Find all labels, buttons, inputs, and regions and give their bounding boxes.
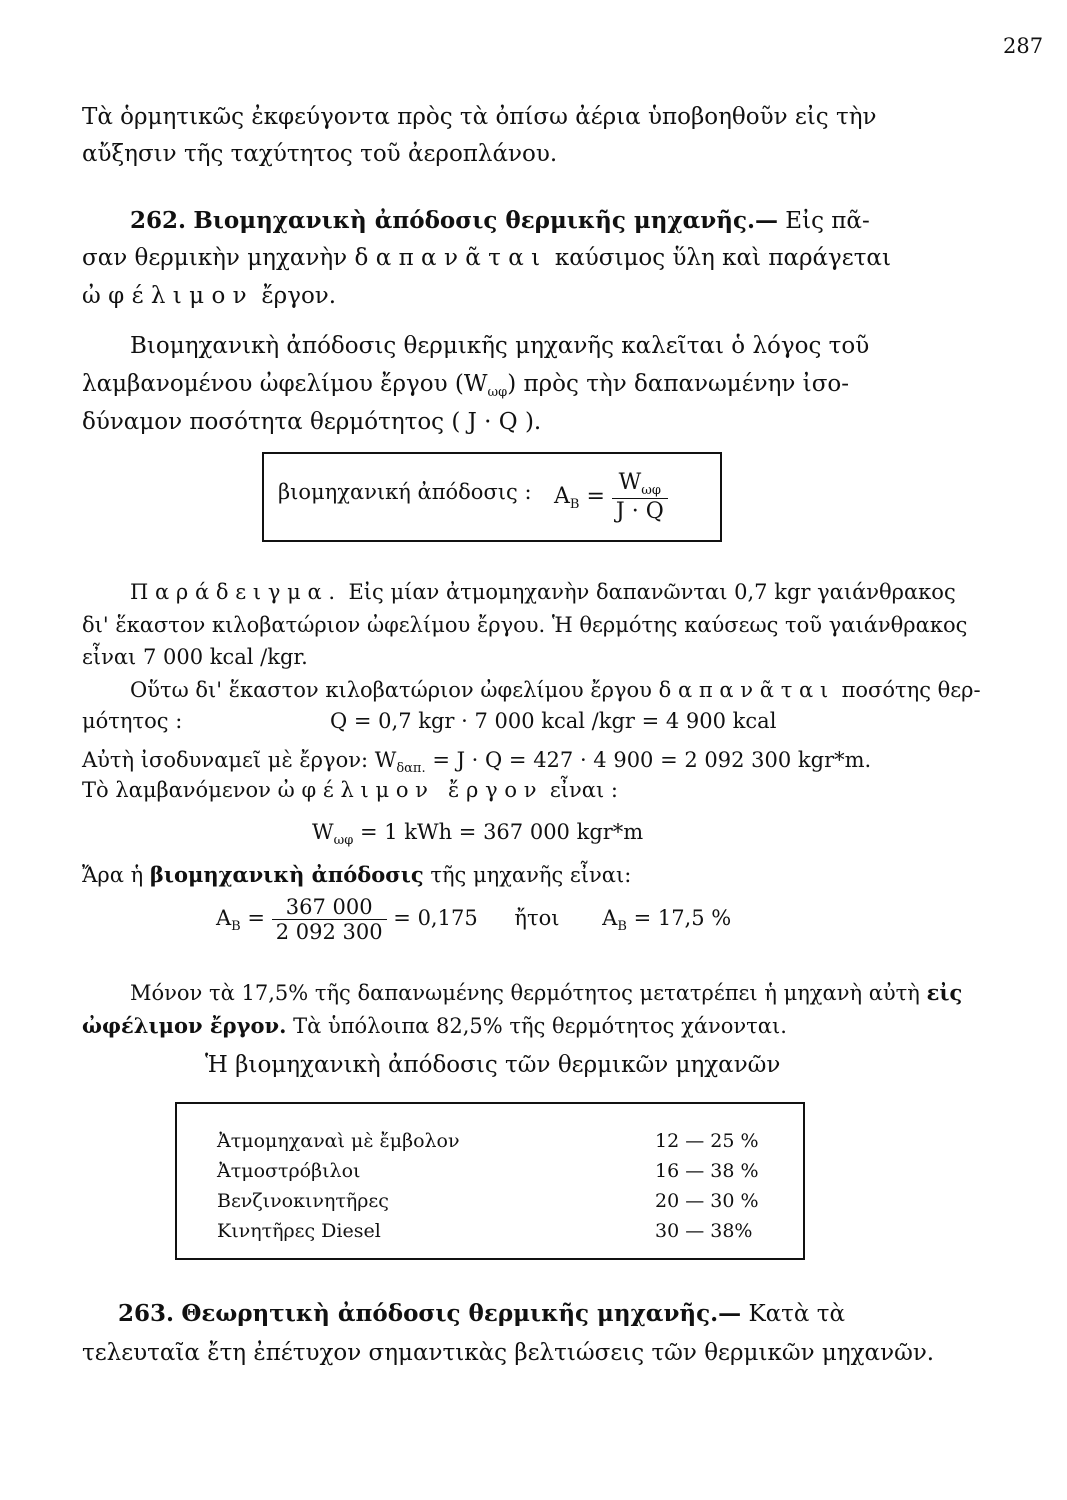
example-line-6-start: Αὐτὴ ἰσοδυναμεῖ μὲ ἔργον: W bbox=[82, 748, 397, 772]
eq3-numerator: 367 000 bbox=[272, 895, 387, 920]
table-row bbox=[217, 1190, 777, 1216]
example-line-4 bbox=[130, 678, 981, 702]
eq3-lhs: A bbox=[216, 906, 232, 930]
def-w-symbol: W bbox=[463, 371, 488, 397]
example-line-2: δι' ἕκαστον κιλοβατώριον ὠφελίμου ἔργου. Ἡ θερμότης καύσεως τοῦ γαιάνθρακος bbox=[82, 613, 968, 637]
def-line-2-start: λαμβανομένου ὠφελίμου ἔργου ( bbox=[82, 371, 464, 397]
conclusion-line-1 bbox=[130, 980, 962, 1005]
eq3-lhs-subscript: B bbox=[231, 919, 241, 934]
conclusion-line-1-bold: εἰς bbox=[926, 980, 963, 1005]
table-row-label: Κινητῆρες Diesel bbox=[217, 1220, 381, 1242]
eq3-a-subscript: B bbox=[617, 919, 627, 934]
example-line-8 bbox=[82, 862, 631, 887]
example-line-1-text: Εἰς μίαν ἀτμομηχανὴν δαπανῶνται 0,7 kgr γαιάνθρακος bbox=[348, 580, 956, 604]
example-line-6 bbox=[82, 748, 871, 776]
line-2-start: σαν θερμικὴν μηχανὴν bbox=[82, 245, 348, 271]
line-2-end: καύσιμος ὕλη καὶ παράγεται bbox=[554, 245, 891, 271]
line-3-end: ἔργον. bbox=[261, 283, 337, 309]
eq3-a: A bbox=[602, 906, 618, 930]
example-line-5-label: μότητος : bbox=[82, 709, 183, 733]
example-line-7-end: εἶναι : bbox=[549, 778, 618, 802]
example-line-8-bold: βιομηχανικὴ ἀπόδοσις bbox=[149, 862, 424, 887]
efficiency-equation bbox=[216, 895, 731, 944]
section-263-number: 263. bbox=[118, 1300, 175, 1327]
table-row-value: 16 — 38 % bbox=[655, 1160, 759, 1182]
formula-expression bbox=[554, 470, 668, 524]
table-row-value: 12 — 25 % bbox=[655, 1130, 759, 1152]
table-row-value: 20 — 30 % bbox=[655, 1190, 759, 1212]
example-line-7 bbox=[82, 778, 618, 802]
formula-label: βιομηχανική ἀπόδοσις : bbox=[278, 480, 532, 504]
eq2-subscript: ωφ bbox=[333, 833, 354, 848]
efficiency-table bbox=[175, 1102, 805, 1260]
table-row-label: Ἀτμομηχαναὶ μὲ ἔμβολον bbox=[217, 1130, 460, 1152]
definition-line-2 bbox=[82, 371, 849, 400]
formula-lhs: A bbox=[554, 484, 570, 509]
formula-numerator bbox=[612, 470, 668, 499]
intro-line-2: αὔξησιν τῆς ταχύτητος τοῦ ἀεροπλάνου. bbox=[82, 141, 558, 167]
section-263-line-2: τελευταῖα ἔτη ἐπέτυχον σημαντικὰς βελτιώσεις τῶν θερμικῶν μηχανῶν. bbox=[82, 1340, 935, 1366]
example-line-4-end: ποσότης θερ- bbox=[841, 678, 981, 702]
w-dap-subscript: δαπ. bbox=[396, 761, 426, 776]
line-3-spaced: ὠφέλιμον bbox=[82, 283, 255, 309]
numerator-w: W bbox=[618, 470, 642, 495]
intro-line-1: Τὰ ὁρμητικῶς ἐκφεύγοντα πρὸς τὰ ὀπίσω ἀέρια ὑποβοηθοῦν εἰς τὴν bbox=[82, 104, 877, 130]
section-262-line-3 bbox=[82, 283, 336, 309]
section-263-title-tail: Κατὰ τὰ bbox=[748, 1301, 845, 1327]
section-262-heading bbox=[130, 207, 870, 234]
eq3-hetoi: ἤτοι bbox=[514, 906, 560, 930]
example-line-8-end: τῆς μηχανῆς εἶναι: bbox=[430, 863, 632, 887]
eq2-rest: = 1 kWh = 367 000 kgr*m bbox=[359, 820, 644, 844]
formula-box bbox=[262, 452, 722, 542]
formula-equals: = bbox=[586, 484, 605, 509]
table-title: Ἡ βιομηχανικὴ ἀπόδοσις τῶν θερμικῶν μηχανῶν bbox=[205, 1052, 781, 1078]
page-number: 287 bbox=[1003, 34, 1044, 58]
line-2-spaced: δαπανᾶται bbox=[354, 245, 548, 271]
section-262-title-tail: Εἰς πᾶ- bbox=[785, 208, 870, 234]
eq3-fraction bbox=[272, 895, 387, 944]
example-heading: Παράδειγμα. bbox=[130, 580, 342, 604]
section-263-title: Θεωρητικὴ ἀπόδοσις θερμικῆς μηχανῆς.— bbox=[181, 1300, 742, 1327]
example-line-3: εἶναι 7 000 kcal /kgr. bbox=[82, 645, 308, 669]
example-line-1 bbox=[130, 580, 956, 604]
eq3-denominator: 2 092 300 bbox=[275, 920, 383, 944]
table-row bbox=[217, 1220, 777, 1246]
conclusion-line-1-text: Μόνον τὰ 17,5% τῆς δαπανωμένης θερμότητος μετατρέπει ἡ μηχανὴ αὐτὴ bbox=[130, 981, 920, 1005]
eq2-w: W bbox=[312, 820, 334, 844]
useful-work-equation bbox=[312, 820, 643, 848]
conclusion-line-2 bbox=[82, 1013, 787, 1038]
conclusion-line-2-bold: ὠφέλιμον ἔργον. bbox=[82, 1013, 287, 1038]
section-262-title: Βιομηχανικὴ ἀπόδοσις θερμικῆς μηχανῆς.— bbox=[193, 207, 778, 234]
conclusion-line-2-text: Τὰ ὑπόλοιπα 82,5% τῆς θερμότητος χάνονται. bbox=[293, 1014, 787, 1038]
example-line-7-start: Τὸ λαμβανόμενον bbox=[82, 778, 271, 802]
def-w-subscript: ωφ bbox=[487, 385, 508, 400]
example-line-4-start: Οὕτω δι' ἕκαστον κιλοβατώριον ὠφελίμου ἔργου bbox=[130, 678, 652, 702]
table-row-label: Βενζινοκινητῆρες bbox=[217, 1190, 389, 1212]
example-line-8-start: Ἄρα ἡ bbox=[82, 863, 144, 887]
numerator-subscript: ωφ bbox=[641, 483, 661, 498]
section-262-number: 262. bbox=[130, 207, 187, 234]
section-263-heading bbox=[118, 1300, 845, 1327]
eq3-equals: = bbox=[247, 906, 266, 930]
example-line-6-end: = J · Q = 427 · 4 900 = 2 092 300 kgr*m. bbox=[432, 748, 872, 772]
example-q-equation: Q = 0,7 kgr · 7 000 kcal /kgr = 4 900 kcal bbox=[330, 709, 777, 733]
table-row bbox=[217, 1160, 777, 1186]
formula-lhs-subscript: B bbox=[569, 497, 580, 512]
eq3-final: = 17,5 % bbox=[633, 906, 732, 930]
eq3-result: = 0,175 bbox=[393, 906, 478, 930]
table-row-value: 30 — 38% bbox=[655, 1220, 753, 1242]
definition-line-1: Βιομηχανικὴ ἀπόδοσις θερμικῆς μηχανῆς καλεῖται ὁ λόγος τοῦ bbox=[130, 333, 870, 359]
def-line-2-end: ) πρὸς τὴν δαπανωμένην ἰσο- bbox=[507, 371, 850, 397]
table-row-label: Ἀτμοστρόβιλοι bbox=[217, 1160, 361, 1182]
formula-denominator: J · Q bbox=[615, 499, 664, 524]
formula-fraction bbox=[612, 470, 668, 524]
table-row bbox=[217, 1130, 777, 1156]
definition-line-3: δύναμον ποσότητα θερμότητος ( J · Q ). bbox=[82, 409, 542, 435]
example-line-4-spaced: δαπανᾶται bbox=[658, 678, 835, 702]
example-line-7-spaced: ὠφέλιμον ἔργον bbox=[277, 778, 544, 802]
section-262-line-2 bbox=[82, 245, 891, 271]
